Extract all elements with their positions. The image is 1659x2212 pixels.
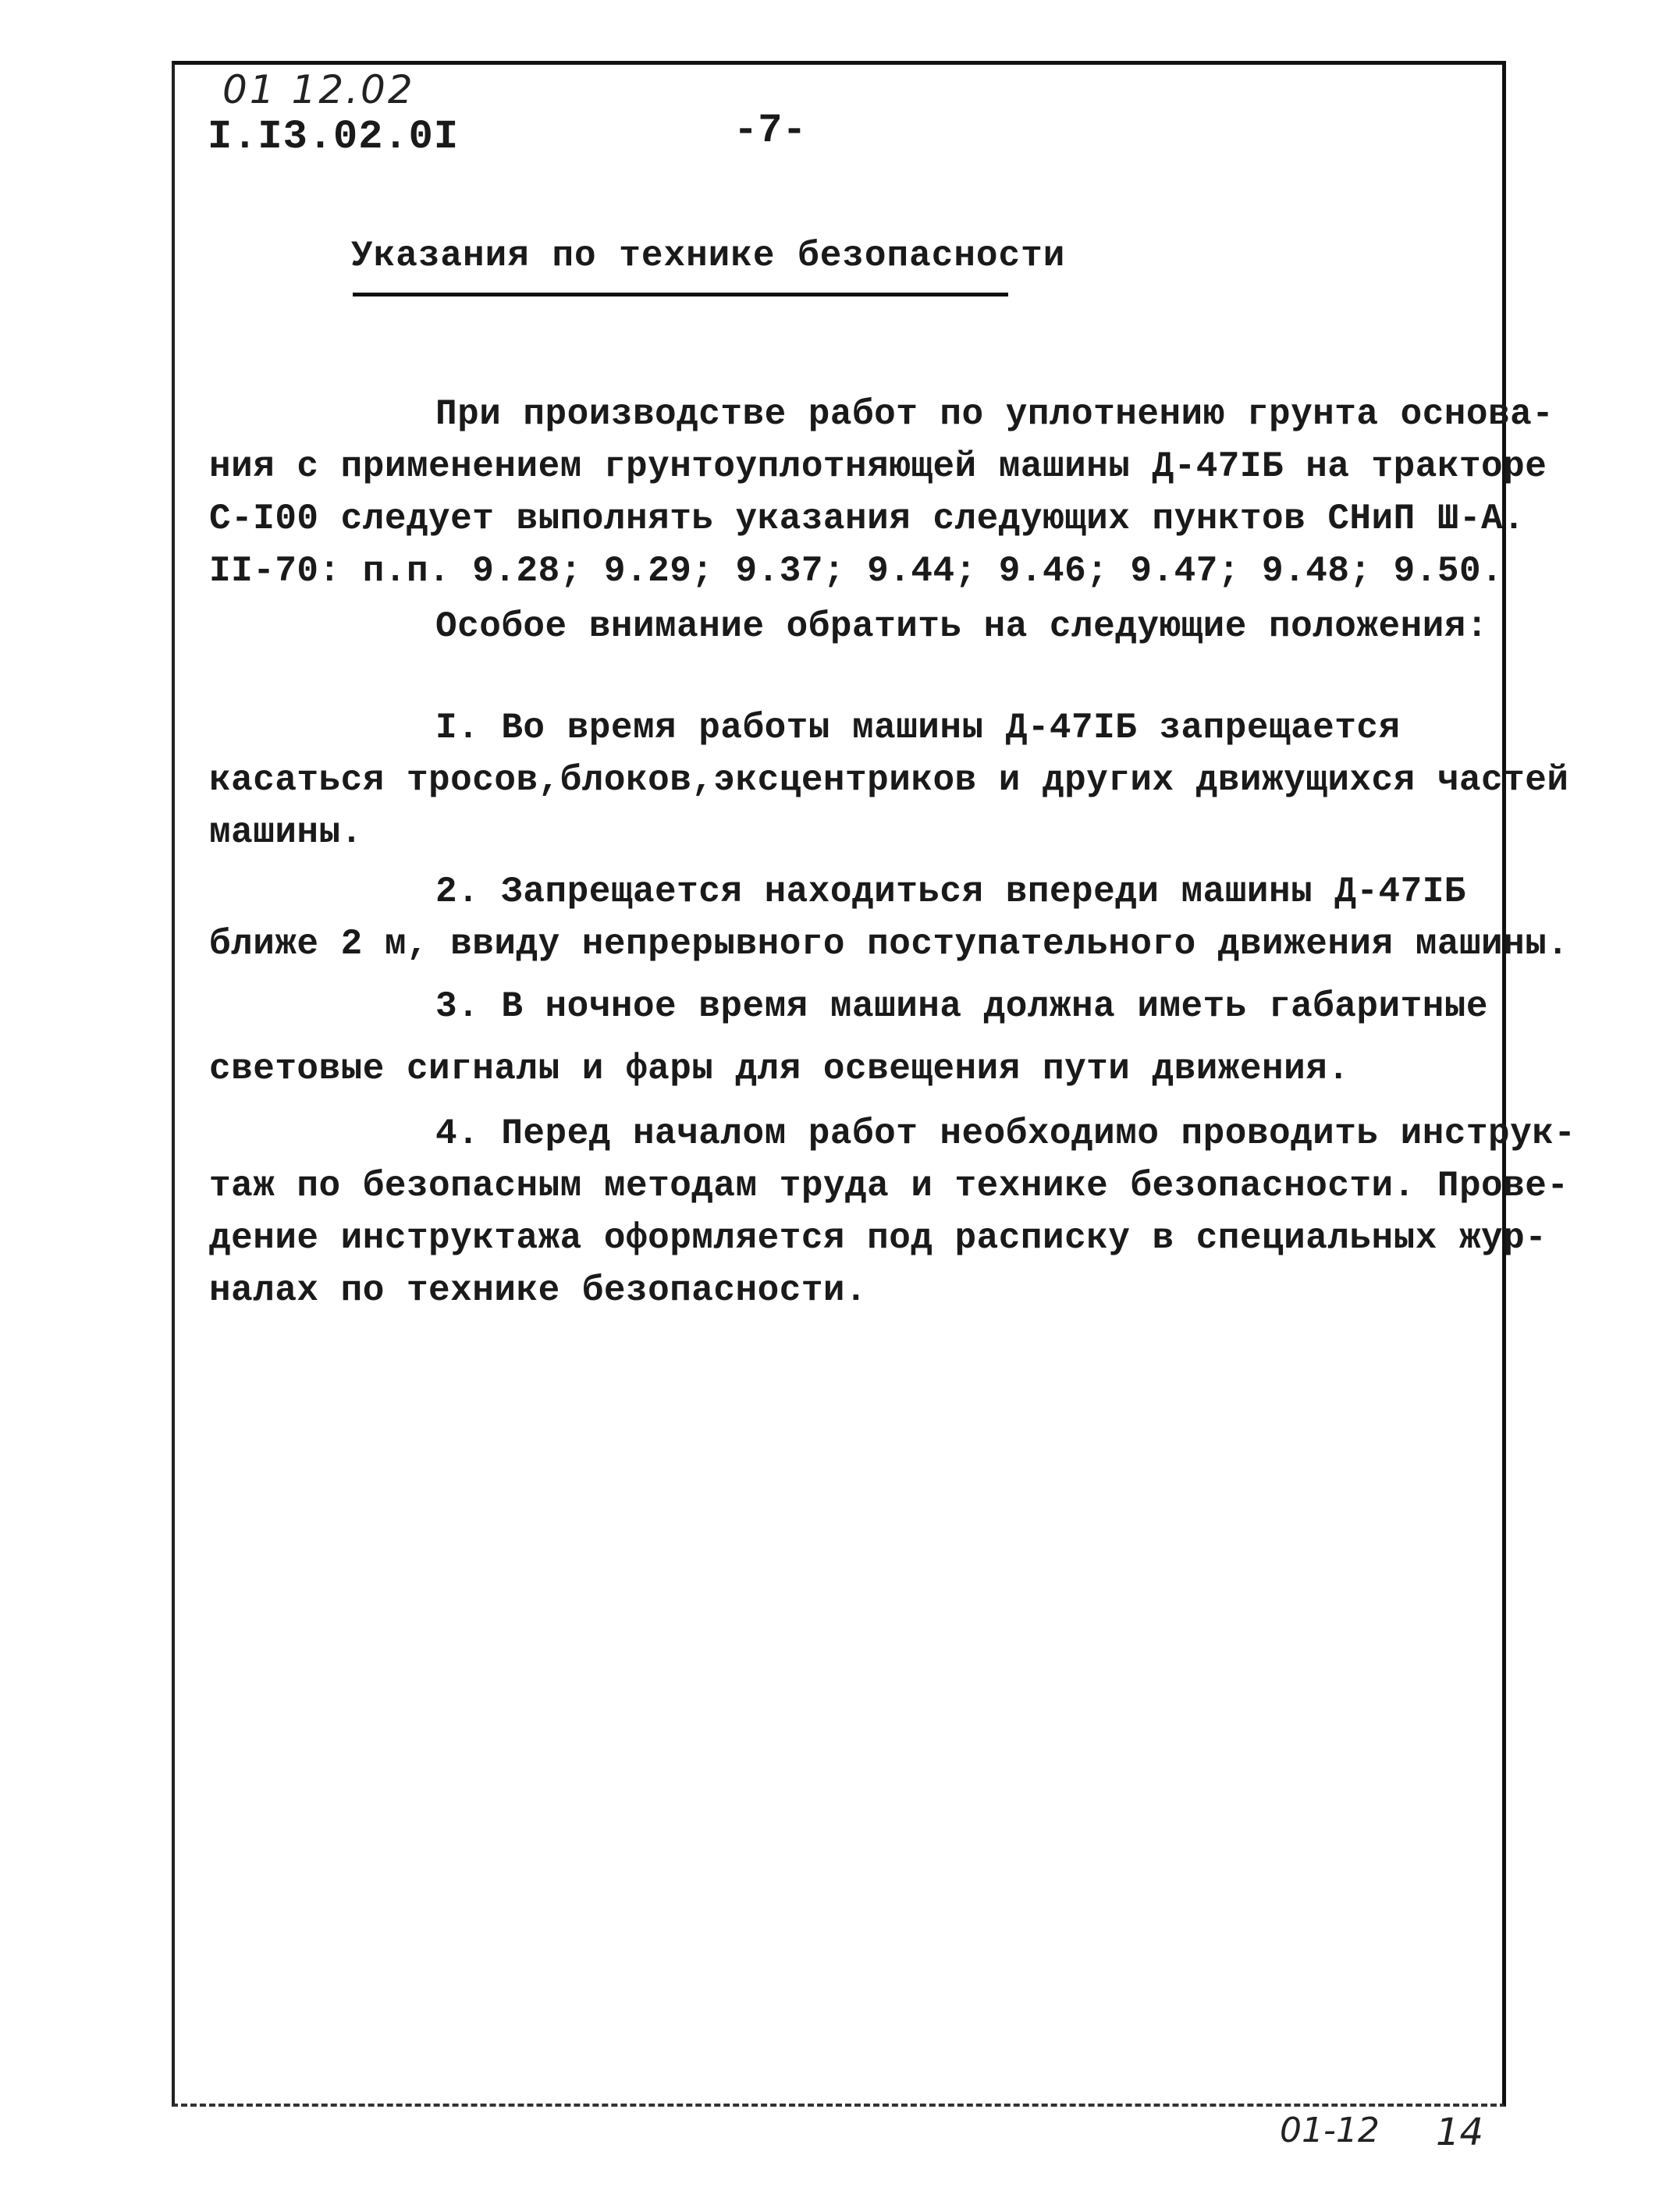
heading-underline bbox=[353, 293, 1008, 296]
list-item-1 bbox=[209, 702, 1569, 859]
list-item-3 bbox=[209, 975, 1489, 1100]
list-item-line: 3. В ночное время машина должна иметь габаритные bbox=[435, 986, 1489, 1027]
handwritten-sheet-number: 14 bbox=[1436, 2111, 1484, 2154]
list-item-2 bbox=[209, 866, 1569, 971]
intro-line: II-70: п.п. 9.28; 9.29; 9.37; 9.44; 9.46; 9.47; 9.48; 9.50. bbox=[209, 551, 1504, 591]
list-item-line: машины. bbox=[209, 812, 363, 853]
list-item-4 bbox=[209, 1108, 1576, 1317]
list-item-line: касаться тросов,блоков,эксцентриков и других движущихся частей bbox=[209, 760, 1569, 801]
list-item-line: налах по технике безопасности. bbox=[209, 1270, 868, 1311]
list-item-line: дение инструктажа оформляется под расписку в специальных жур- bbox=[209, 1218, 1547, 1259]
page-number: -7- bbox=[734, 108, 807, 154]
list-item-line: световые сигналы и фары для освещения пути движения. bbox=[209, 1049, 1350, 1089]
list-item-line: I. Во время работы машины Д-47IБ запрещается bbox=[435, 708, 1401, 748]
list-item-line: ближе 2 м, ввиду непрерывного поступательного движения машины. bbox=[209, 924, 1569, 964]
list-item-line: 4. Перед началом работ необходимо проводить инструк- bbox=[435, 1113, 1576, 1154]
list-item-line: 2. Запрещается находиться впереди машины Д-47IБ bbox=[435, 872, 1466, 912]
handwritten-date: 01 12.02 bbox=[222, 67, 415, 112]
list-item-line: таж по безопасным методам труда и технике безопасности. Прове- bbox=[209, 1166, 1569, 1206]
intro-line: При производстве работ по уплотнению грунта основа- bbox=[435, 394, 1554, 435]
attention-line: Особое внимание обратить на следующие положения: bbox=[435, 606, 1489, 647]
handwritten-footer-code: 01-12 bbox=[1280, 2111, 1380, 2150]
intro-line: С-I00 следует выполнять указания следующих пунктов СНиП Ш-А. bbox=[209, 499, 1526, 539]
intro-paragraph bbox=[209, 389, 1554, 598]
section-heading: Указания по технике безопасности bbox=[351, 236, 1066, 276]
attention-paragraph bbox=[209, 601, 1489, 653]
document-code: I.I3.02.0I bbox=[208, 114, 460, 160]
intro-line: ния с применением грунтоуплотняющей машины Д-47IБ на тракторе bbox=[209, 446, 1547, 487]
